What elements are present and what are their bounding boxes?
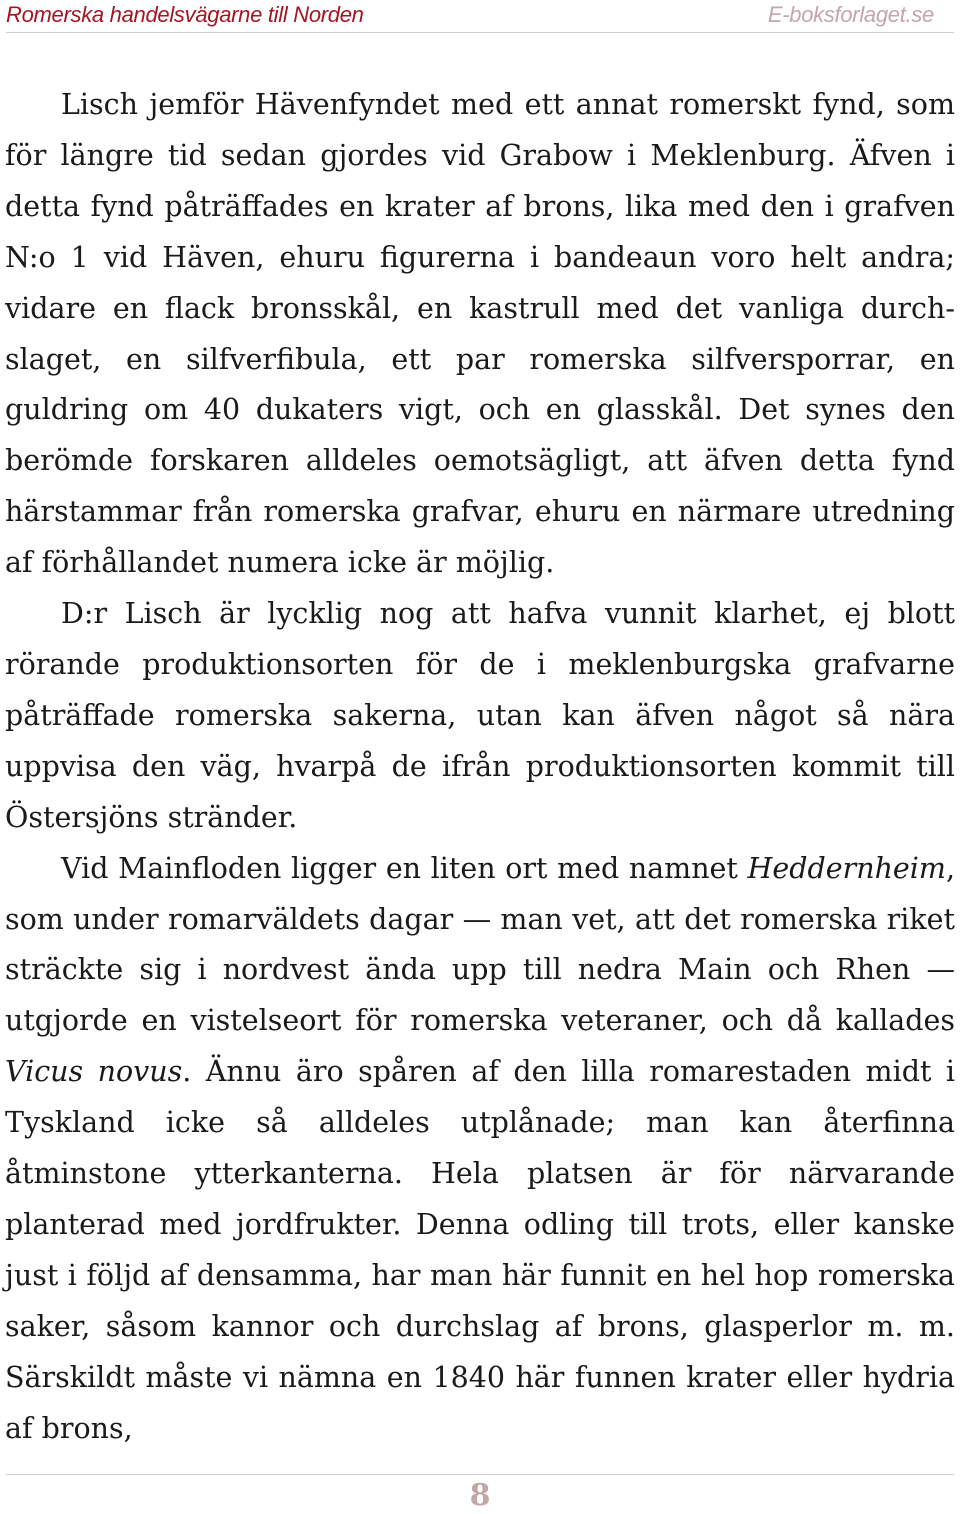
text-segment: D:r Lisch är lycklig nog att hafva vunnit klarhet, ej blott rörande produktionsorten för de i meklenburgska grafvarne påträffade romerska sakerna, utan kan äfven något så nära uppvisa den väg, hvarpå de ifrån produktionsorten kommit till Östersjöns stränder. <box>5 597 955 834</box>
text-segment: Lisch jemför Hävenfyndet med ett annat romerskt fynd, som för längre tid sedan gjordes vid Grabow i Meklenburg. Äfven i detta fynd påträffades en krater af brons, lika med den i grafven N:o 1 vid Häven, ehuru figurerna i bandeaun voro helt andra; vidare en flack bronsskål, en kastrull med det vanliga durch-slaget, en silfverfibula, ett par romerska silfversporrar, en guldring om 40 dukaters vigt, och en glasskål. Det synes den berömde forskaren alldeles oemotsägligt, att äfven detta fynd härstammar från romerska grafvar, ehuru en närmare utredning af förhållandet numera icke är möjlig. <box>5 88 955 580</box>
text-segment: , som under romarväldets dagar — man vet, att det romerska riket sträckte sig i nordvest ända upp till nedra Main och Rhen — utgjorde en vistelseort för romerska veteraner, och då kallades <box>5 851 955 1038</box>
running-title: Romerska handelsvägarne till Norden <box>6 2 364 27</box>
footer-divider <box>6 1474 954 1475</box>
publisher-name: E-boksforlaget.se <box>767 2 934 27</box>
paragraph <box>5 80 955 589</box>
paragraph <box>5 844 955 1455</box>
page-header <box>6 0 954 33</box>
text-segment: Vid Mainfloden ligger en liten ort med namnet <box>61 851 748 885</box>
italic-latin-name: Vicus novus <box>5 1055 183 1089</box>
text-segment: . Ännu äro spåren af den lilla romarestaden midt i Tyskland icke så alldeles utplånade; man kan återfinna åtminstone ytterkanterna. Hela platsen är för närvarande planterad med jordfrukter. Denna odling till trots, eller kanske just i följd af densamma, har man här funnit en hel hop romerska saker, såsom kannor och durchslag af brons, glasperlor m. m. Särskildt måste vi nämna en 1840 här funnen krater eller hydria af brons, <box>5 1055 955 1445</box>
paragraph <box>5 589 955 844</box>
body-text <box>5 80 955 1454</box>
page-number: 8 <box>469 1478 491 1513</box>
italic-place-name: Heddernheim <box>747 851 946 885</box>
